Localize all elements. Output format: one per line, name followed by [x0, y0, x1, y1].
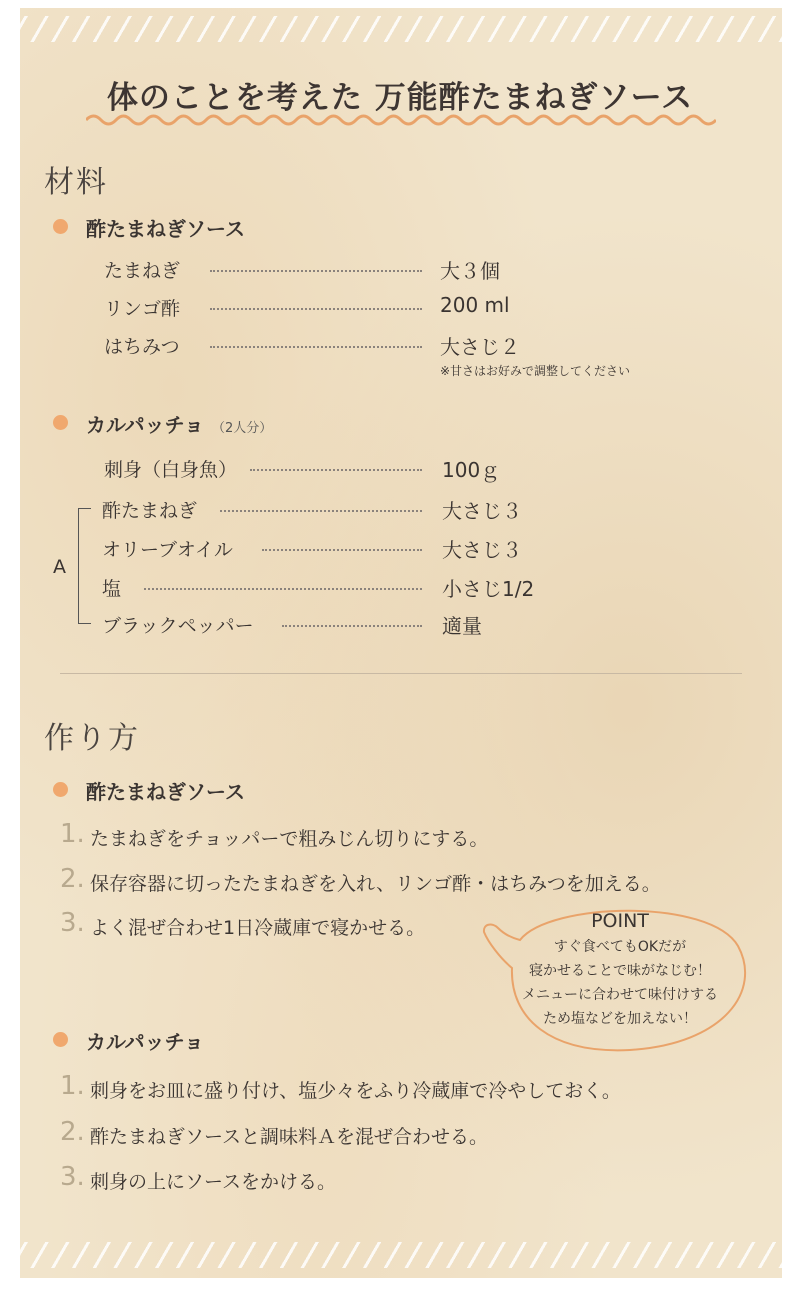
- ingredient-qty: 大３個: [440, 259, 500, 283]
- bullet-dot: [53, 415, 68, 430]
- ingredients-heading: 材料: [44, 165, 108, 200]
- ingredient-name: たまねぎ: [104, 260, 181, 282]
- step-text: たまねぎをチョッパーで粗みじん切りにする。: [90, 828, 489, 850]
- dotted-leader: [210, 346, 422, 348]
- point-label: POINT: [591, 910, 649, 932]
- dotted-leader: [210, 308, 422, 310]
- page-title: 体のことを考えた 万能酢たまねぎソース: [106, 80, 694, 116]
- step-number: 1.: [60, 819, 85, 849]
- step-number: 1.: [60, 1071, 85, 1101]
- ingredient-qty: 大さじ３: [442, 499, 522, 523]
- step-text: よく混ぜ合わせ1日冷蔵庫で寝かせる。: [90, 917, 426, 939]
- dotted-leader: [282, 625, 422, 627]
- group-a-label: A: [53, 556, 66, 578]
- step-number: 2.: [60, 864, 85, 894]
- sauce-method-subheading: 酢たまねぎソース: [86, 780, 245, 804]
- top-stripe-border: [20, 16, 782, 42]
- ingredient-qty: 100ｇ: [442, 458, 501, 482]
- ingredient-name: 塩: [102, 578, 122, 600]
- ingredient-qty: 小さじ1/2: [442, 577, 535, 601]
- sauce-ingredients-subheading: 酢たまねぎソース: [86, 217, 245, 241]
- dotted-leader: [210, 270, 422, 272]
- ingredient-qty: 200 ml: [440, 293, 510, 317]
- ingredient-name: リンゴ酢: [104, 298, 181, 320]
- ingredient-name: オリーブオイル: [102, 539, 233, 561]
- point-text-line: 寝かせることで味がなじむ！: [529, 963, 711, 979]
- ingredient-name: はちみつ: [104, 336, 180, 358]
- step-text: 刺身をお皿に盛り付け、塩少々をふり冷蔵庫で冷やしておく。: [90, 1080, 621, 1102]
- ingredient-qty: 大さじ２: [440, 335, 520, 359]
- ingredient-qty: 適量: [442, 614, 482, 638]
- step-number: 3.: [60, 908, 85, 938]
- carpaccio-ingredients-subheading: カルパッチョ （2人分）: [86, 413, 273, 437]
- group-a-bracket: [78, 508, 91, 624]
- carpaccio-method-subheading: カルパッチョ: [86, 1030, 204, 1054]
- dotted-leader: [262, 549, 422, 551]
- servings-note: （2人分）: [212, 421, 273, 436]
- ingredient-qty: 大さじ３: [442, 538, 522, 562]
- sweetness-note: ※甘さはお好みで調整してください: [440, 364, 631, 378]
- ingredient-name: 酢たまねぎ: [102, 500, 198, 522]
- method-heading: 作り方: [44, 721, 140, 756]
- ingredient-name: 刺身（白身魚）: [104, 459, 238, 481]
- step-text: 刺身の上にソースをかける。: [90, 1171, 337, 1193]
- step-text: 酢たまねぎソースと調味料Ａを混ぜ合わせる。: [90, 1126, 489, 1148]
- point-text-line: メニューに合わせて味付けする: [522, 987, 718, 1003]
- step-number: 2.: [60, 1117, 85, 1147]
- section-divider: [60, 673, 742, 674]
- point-text-line: ため塩などを加えない！: [543, 1011, 697, 1027]
- ingredient-name: ブラックペッパー: [102, 615, 254, 637]
- step-text: 保存容器に切ったたまねぎを入れ、リンゴ酢・はちみつを加える。: [90, 873, 661, 895]
- bullet-dot: [53, 1032, 68, 1047]
- bullet-dot: [53, 219, 68, 234]
- dotted-leader: [144, 588, 422, 590]
- dotted-leader: [250, 469, 422, 471]
- title-wavy-underline: [86, 112, 716, 128]
- dotted-leader: [220, 510, 422, 512]
- bullet-dot: [53, 782, 68, 797]
- bottom-stripe-border: [20, 1242, 782, 1268]
- point-text-line: すぐ食べてもOKだが: [553, 939, 687, 955]
- step-number: 3.: [60, 1162, 85, 1192]
